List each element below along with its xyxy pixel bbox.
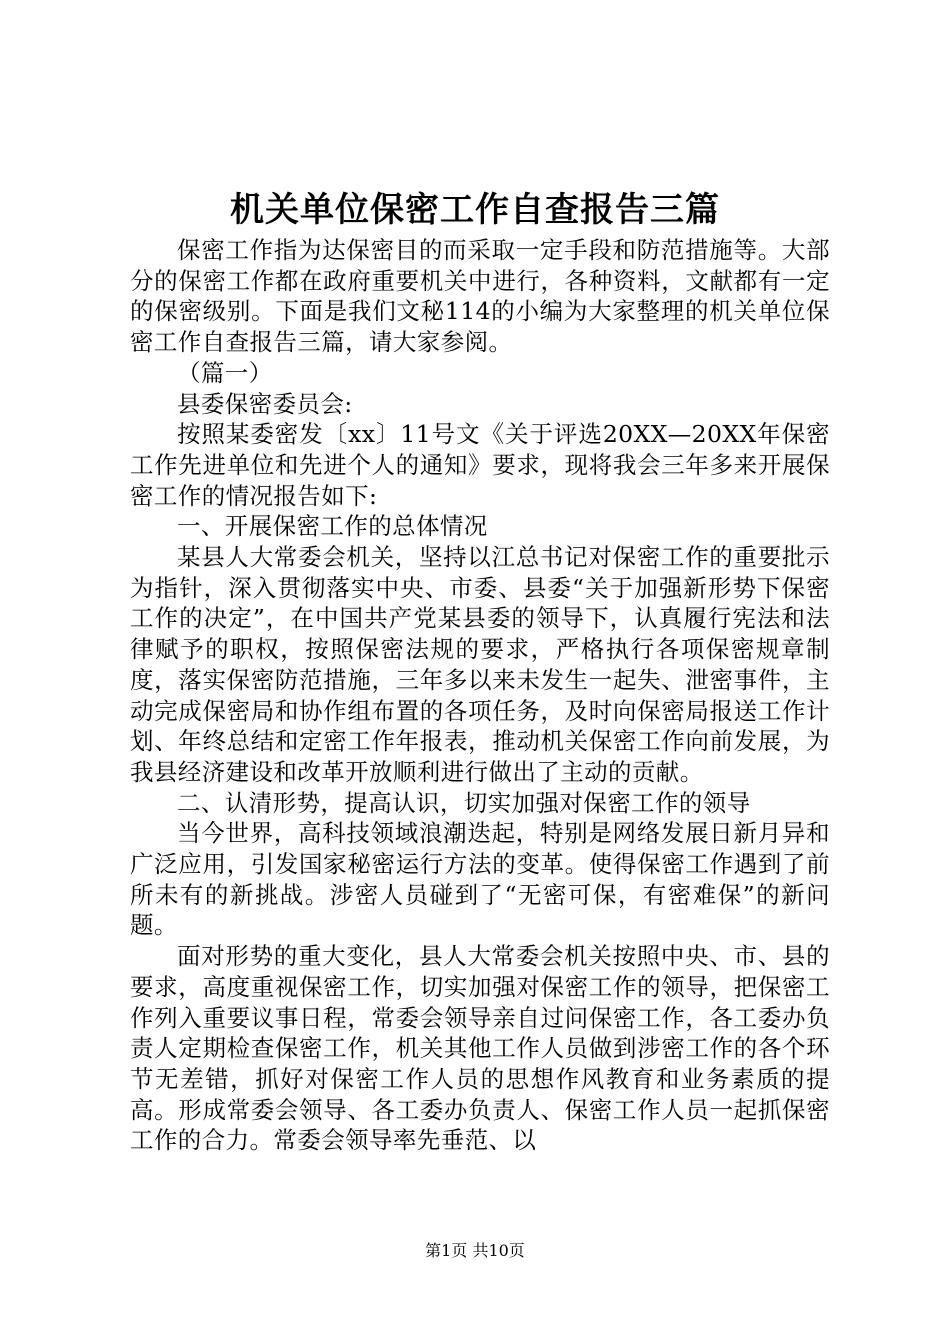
document-title: 机关单位保密工作自查报告三篇	[230, 190, 720, 230]
paragraph-part-one: （篇一）	[177, 358, 273, 387]
paragraph-overview: 某县人大常委会机关，坚持以江总书记对保密工作的重要批示为指针，深入贯彻落实中央、市委、县委“关于加强新形势下保密工作的决定”，在中国共产党某县委的领导下，认真履行宪法和法律赋予的职权，按照保密法规的要求，严格执行各项保密规章制度，落实保密防范措施，三年多以来未发生一起失、泄密事件，主动完成保密局和协作组布置的各项任务，及时向保密局报送工作计划、年终总结和定密工作年报表，推动机关保密工作向前发展，为我县经济建设和改革开放顺利进行做出了主动的贡献。	[130, 543, 830, 786]
paragraph-notice: 按照某委密发〔xx〕11号文《关于评选20XX—20XX年保密工作先进单位和先进个人的通知》要求，现将我会三年多来开展保密工作的情况报告如下:	[130, 420, 830, 510]
section-heading-2: 二、认清形势，提高认识，切实加强对保密工作的领导	[177, 788, 751, 817]
paragraph-intro: 保密工作指为达保密目的而采取一定手段和防范措施等。大部分的保密工作都在政府重要机关中进行，各种资料，文献都有一定的保密级别。下面是我们文秘114的小编为大家整理的机关单位保密工作自查报告三篇，请大家参阅。	[130, 236, 830, 357]
paragraph-salutation: 县委保密委员会:	[177, 389, 353, 418]
document-body	[130, 235, 830, 1156]
page-number-footer: 第1页 共10页	[425, 1241, 525, 1260]
paragraph-leadership: 面对形势的重大变化，县人大常委会机关按照中央、市、县的要求，高度重视保密工作，切实加强对保密工作的领导，把保密工作列入重要议事日程，常委会领导亲自过问保密工作，各工委办负责人定期检查保密工作，机关其他工作人员做到涉密工作的各个环节无差错，抓好对保密工作人员的思想作风教育和业务素质的提高。形成常委会领导、各工委办负责人、保密工作人员一起抓保密工作的合力。常委会领导率先垂范、以	[130, 942, 830, 1155]
paragraph-situation: 当今世界，高科技领域浪潮迭起，特别是网络发展日新月异和广泛应用，引发国家秘密运行方法的变革。使得保密工作遇到了前所未有的新挑战。涉密人员碰到了“无密可保，有密难保”的新问题。	[130, 819, 830, 940]
section-heading-1: 一、开展保密工作的总体情况	[177, 512, 488, 541]
